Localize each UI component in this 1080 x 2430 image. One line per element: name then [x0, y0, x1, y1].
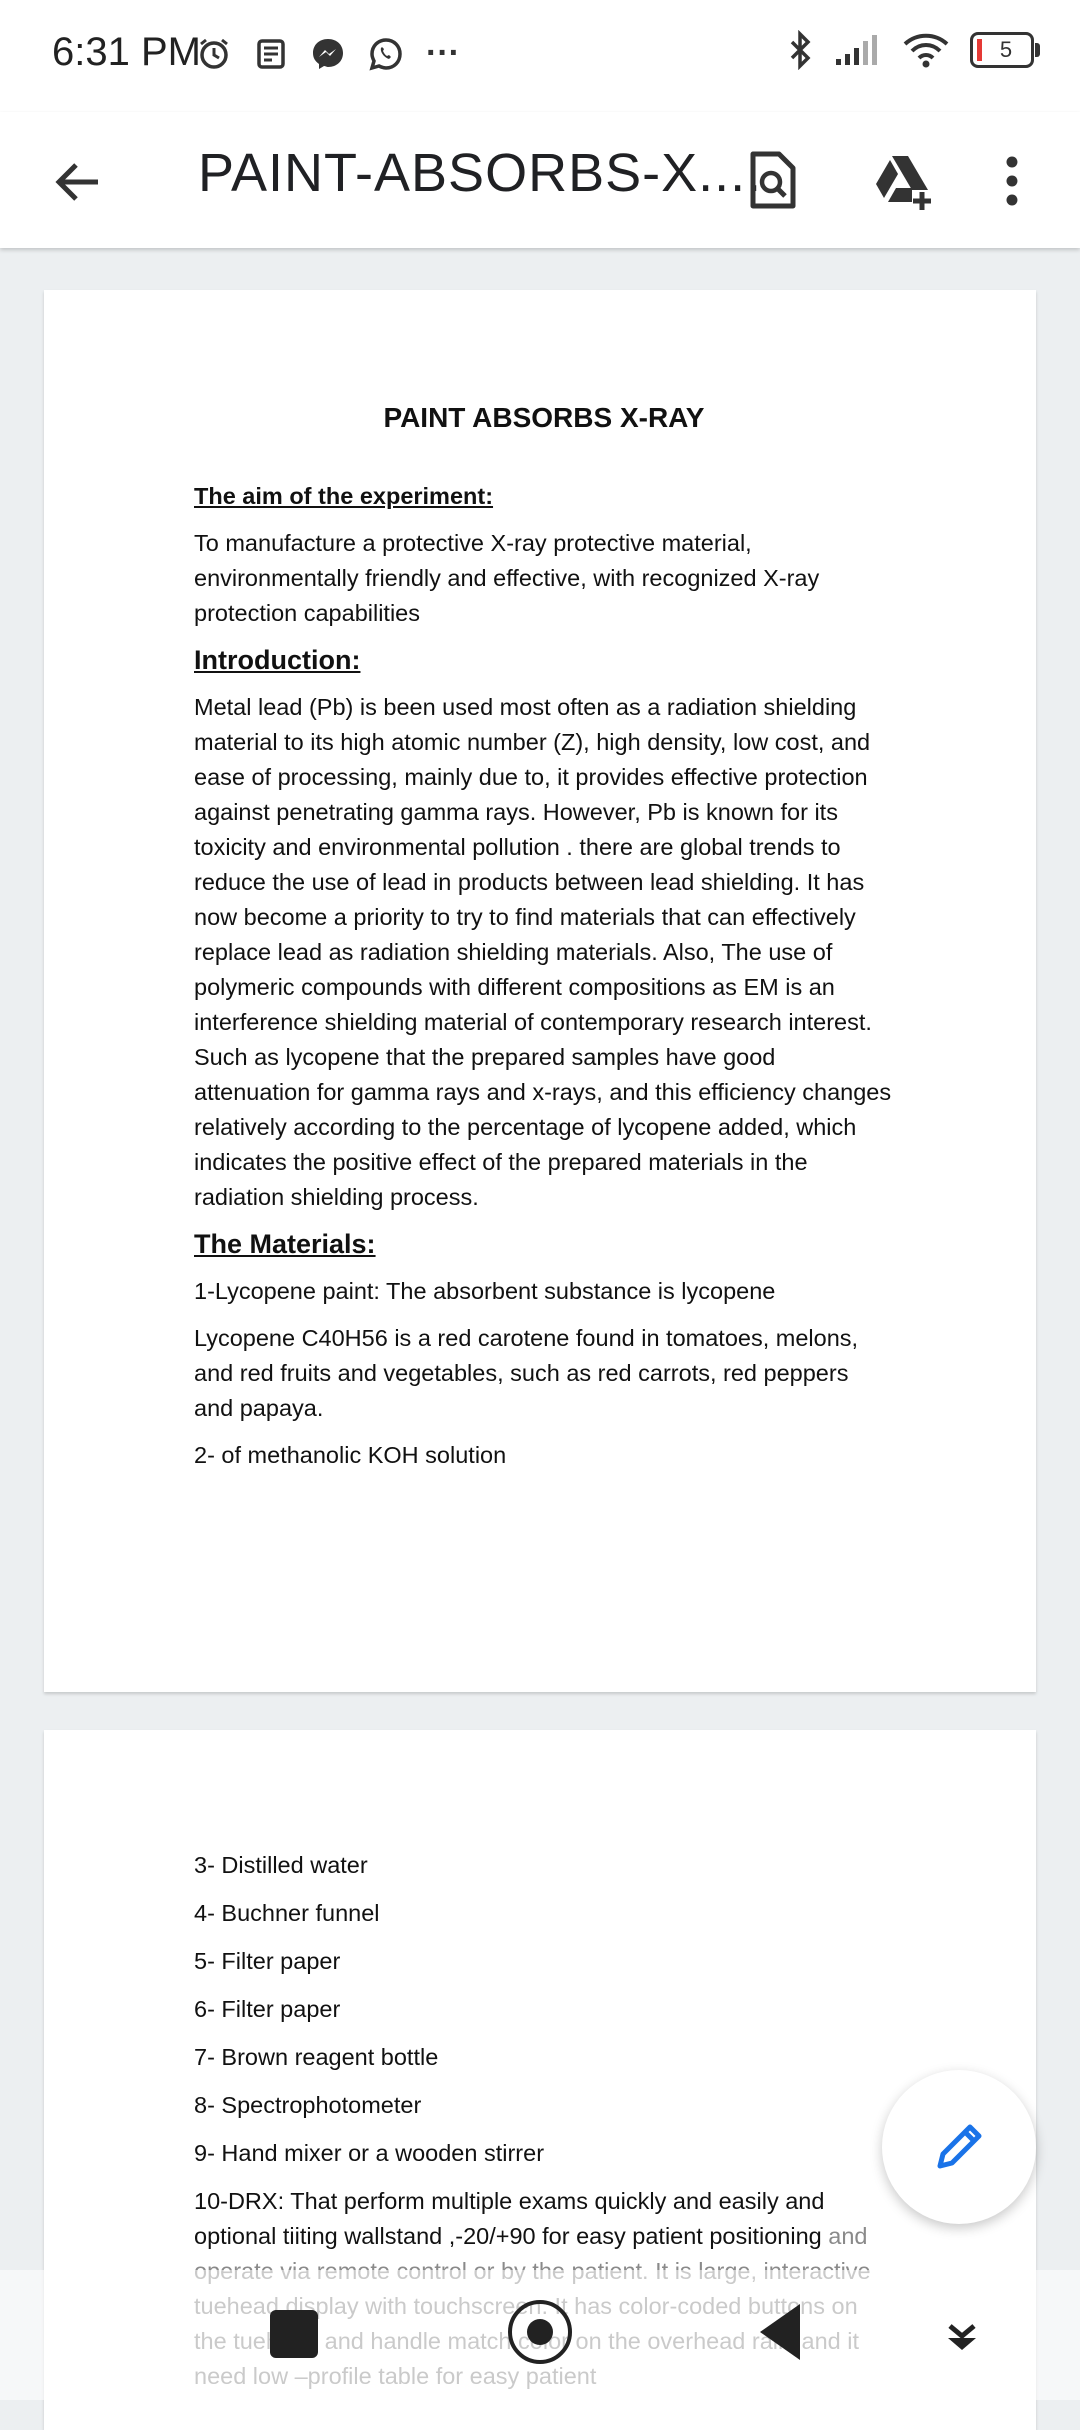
bluetooth-icon	[788, 30, 814, 70]
drx-text-main: 10-DRX: That perform multiple exams quickly and easily and optional tiiting wallstand ,-20/+90 for easy patient positioning	[194, 2188, 825, 2249]
aim-text: To manufacture a protective X-ray protective material, environmentally friendly and effective, with recognized X-ray protection capabilities	[194, 530, 820, 626]
material-2: 2- of methanolic KOH solution	[194, 1442, 507, 1468]
status-bar	[0, 0, 1080, 112]
back-icon[interactable]	[760, 2304, 800, 2360]
status-notification-icons	[196, 34, 460, 73]
more-dots-icon: ···	[426, 34, 460, 72]
aim-heading: The aim of the experiment:	[194, 483, 494, 509]
more-vert-icon	[1005, 156, 1019, 206]
edit-pencil-icon	[930, 2118, 988, 2176]
material-item: 5- Filter paper	[194, 1948, 341, 1974]
drx-text-faded: and	[828, 2223, 868, 2249]
find-in-document-button[interactable]	[730, 136, 814, 226]
introduction-heading: Introduction:	[194, 645, 361, 675]
alarm-icon	[196, 36, 232, 72]
status-time: 6:31 PM	[52, 30, 201, 74]
material-item: 8- Spectrophotometer	[194, 2092, 422, 2118]
signal-icon	[834, 33, 882, 67]
add-to-drive-icon	[872, 152, 936, 210]
recents-icon[interactable]	[270, 2310, 318, 2358]
more-options-button[interactable]	[982, 136, 1042, 226]
material-1: 1-Lycopene paint: The absorbent substance is lycopene	[194, 1278, 776, 1304]
material-item: 6- Filter paper	[194, 1996, 341, 2022]
material-item: 4- Buchner funnel	[194, 1900, 380, 1926]
lycopene-description: Lycopene C40H56 is a red carotene found in tomatoes, melons, and red fruits and vegetables, such as red carrots, red peppers and papaya.	[194, 1325, 859, 1421]
document-page-1	[44, 290, 1036, 1692]
app-toolbar	[0, 112, 1080, 248]
find-in-document-icon	[747, 150, 797, 212]
home-icon[interactable]	[508, 2300, 572, 2364]
materials-heading: The Materials:	[194, 1229, 376, 1259]
introduction-text: Metal lead (Pb) is been used most often as a radiation shielding material to its high atomic number (Z), high density, low cost, and ease of processing, mainly due to, it provides effective protection against penetrating gamma rays. However, Pb is known for its toxicity and environmental pollution . there are global trends to reduce the use of lead in products between lead shielding. It has now become a priority to try to find materials that can effectively replace lead as radiation shielding materials. Also, The use of polymeric compounds with different compositions as EM is an interference shielding material of contemporary research interest. Such as lycopene that the prepared samples have good attenuation for gamma rays and x-rays, and this efficiency changes relatively according to the percentage of lycopene added, which indicates the positive effect of the prepared materials in the radiation shielding process.	[194, 694, 892, 1210]
system-nav-bar	[0, 2270, 1080, 2400]
material-item: 7- Brown reagent bottle	[194, 2044, 439, 2070]
document-title: PAINT-ABSORBS-X....	[198, 143, 763, 203]
add-to-drive-button[interactable]	[862, 136, 946, 226]
news-icon	[254, 37, 288, 71]
battery-icon	[970, 32, 1034, 68]
wifi-icon	[902, 31, 950, 69]
accessibility-icon[interactable]	[938, 2304, 986, 2364]
whatsapp-icon	[368, 36, 404, 72]
home-icon-center	[527, 2319, 553, 2345]
edit-fab-button[interactable]	[882, 2070, 1036, 2224]
page-1-content	[194, 400, 894, 1485]
document-heading: PAINT ABSORBS X-RAY	[383, 402, 705, 433]
back-arrow-icon	[52, 156, 104, 208]
status-system-icons	[788, 30, 1034, 70]
material-item: 9- Hand mixer or a wooden stirrer	[194, 2140, 545, 2166]
battery-level: 5	[999, 37, 1013, 62]
material-item: 3- Distilled water	[194, 1852, 368, 1878]
messenger-icon	[310, 36, 346, 72]
back-button[interactable]	[36, 140, 120, 224]
